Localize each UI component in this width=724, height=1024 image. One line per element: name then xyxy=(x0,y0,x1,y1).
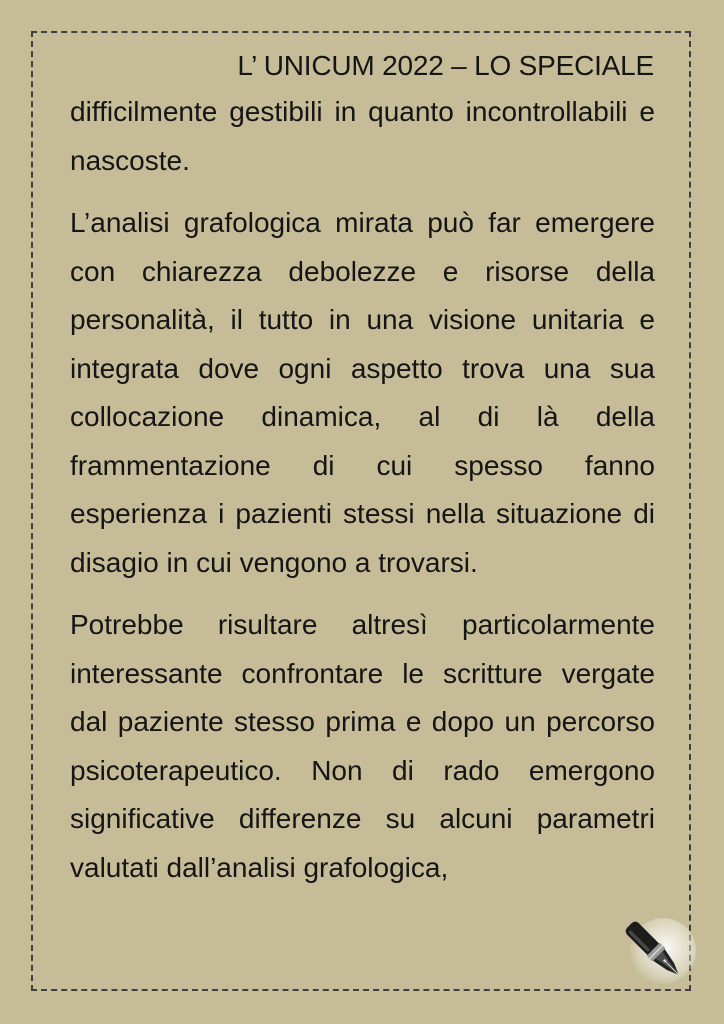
paragraph-3: Potrebbe risultare altresì particolarmente interessante confrontare le scritture vergate dal paziente stesso prima e dopo un percorso psicoterapeutico. Non di rado emergono significative differenze su alcuni parametri valutati dall’analisi grafologica, xyxy=(70,609,655,883)
fountain-pen-icon xyxy=(618,914,700,996)
paragraph-2: L’analisi grafologica mirata può far emergere con chiarezza debolezze e risorse della personalità, il tutto in una visione unitaria e integrata dove ogni aspetto trova una sua collocazione dinamica, al di là della frammentazione di cui spesso fanno esperienza i pazienti stessi nella situazione di disagio in cui vengono a trovarsi. xyxy=(70,207,655,578)
paragraph-1: difficilmente gestibili in quanto incontrollabili e nascoste. xyxy=(70,96,655,176)
article-body xyxy=(70,88,655,892)
page-header: L’ UNICUM 2022 – LO SPECIALE xyxy=(237,50,654,81)
